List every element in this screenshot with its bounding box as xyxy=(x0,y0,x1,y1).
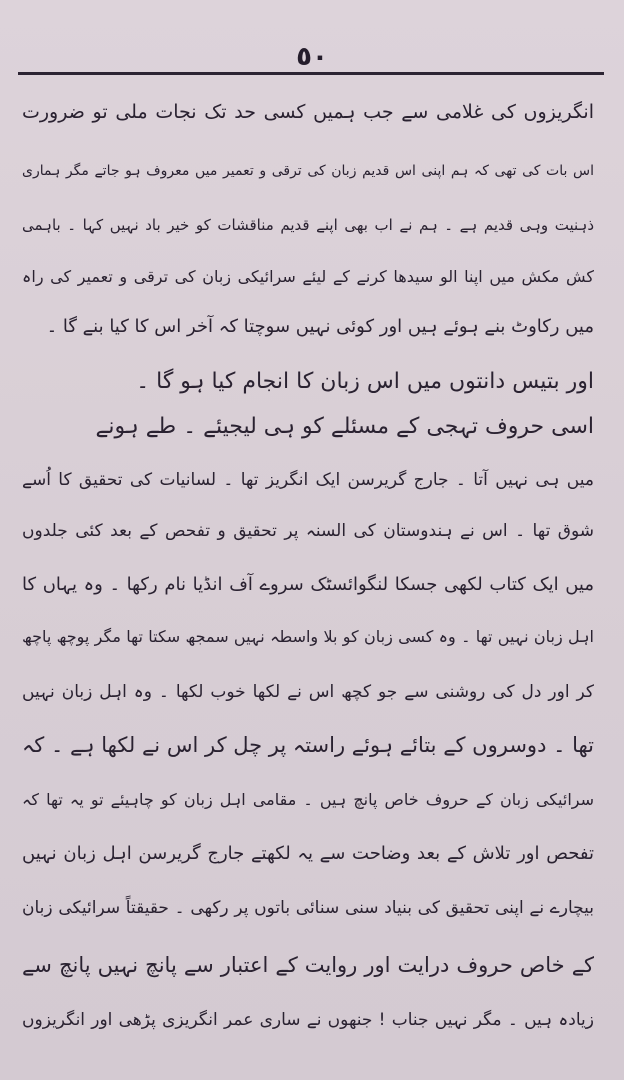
page-number: ٥٠ xyxy=(296,42,328,72)
text-line: اہل زبان نہیں تھا ۔ وہ کسی زبان کو بلا واسطہ نہیں سمجھ سکتا تھا مگر پوچھ پاچھ xyxy=(22,627,594,646)
text-line: اس بات کی تھی کہ ہم اپنی اس قدیم زبان کی ترقی و تعمیر میں معروف ہو جاتے مگر ہماری xyxy=(22,163,594,179)
text-line: میں ہی نہیں آتا ۔ جارج گریرسن ایک انگریز تھا ۔ لسانیات کی تحقیق کا اُسے xyxy=(22,470,594,490)
text-line: میں ایک کتاب لکھی جسکا لنگوائسٹک سروے آف انڈیا نام رکھا ۔ وہ یہاں کا xyxy=(22,574,594,595)
text-line: سرائیکی زبان کے حروف خاص پانچ ہیں ۔ مقامی اہل زبان کو چاہیئے تو یہ تھا کہ xyxy=(22,790,594,809)
text-line: کے خاص حروف درایت اور روایت کے اعتبار سے پانچ نہیں پانچ سے xyxy=(22,953,594,977)
text-line: اور بتیس دانتوں میں اس زبان کا انجام کیا ہو گا ۔ xyxy=(136,369,594,394)
text-line: تھا ۔ دوسروں کے بتائے ہوئے راستہ پر چل کر اس نے لکھا ہے ۔ کہ xyxy=(22,733,594,757)
text-line: تفحص اور تلاش کے بعد وضاحت سے یہ لکھتے جارج گریرسن اہل زبان نہیں xyxy=(22,843,594,864)
text-line: کر اور دل کی روشنی سے جو کچھ اس نے لکھا خوب لکھا ۔ وہ اہل زبان نہیں xyxy=(22,682,594,702)
text-line: زیادہ ہیں ۔ مگر نہیں جناب ! جنھوں نے ساری عمر انگریزی پڑھی اور انگریزوں xyxy=(22,1010,594,1030)
text-line: شوق تھا ۔ اس نے ہندوستان کی السنہ پر تحقیق و تفحص کے بعد کئی جلدوں xyxy=(22,521,594,541)
text-line: بیچارے نے اپنی تحقیق کی بنیاد سنی سنائی باتوں پر رکھی ۔ حقیقتاً سرائیکی زبان xyxy=(22,898,594,918)
text-line: کش مکش میں اپنا الو سیدھا کرنے کے لیئے سرائیکی زبان کی ترقی و تعمیر کی راہ xyxy=(22,267,594,286)
text-line: اسی حروف تہجی کے مسئلے کو ہی لیجیئے ۔ طے ہونے xyxy=(95,414,594,439)
header-rule xyxy=(18,72,604,75)
text-line: میں رکاوٹ بنے ہوئے ہیں اور کوئی نہیں سوچتا کہ آخر اس کا کیا بنے گا ۔ xyxy=(46,316,594,337)
text-line: ذہنیت وہی قدیم ہے ۔ ہم نے اب بھی اپنے قدیم مناقشات کو خیر باد نہیں کہا ۔ باہمی xyxy=(22,216,594,234)
text-line: انگریزوں کی غلامی سے جب ہمیں کسی حد تک نجات ملی تو ضرورت xyxy=(22,101,594,123)
